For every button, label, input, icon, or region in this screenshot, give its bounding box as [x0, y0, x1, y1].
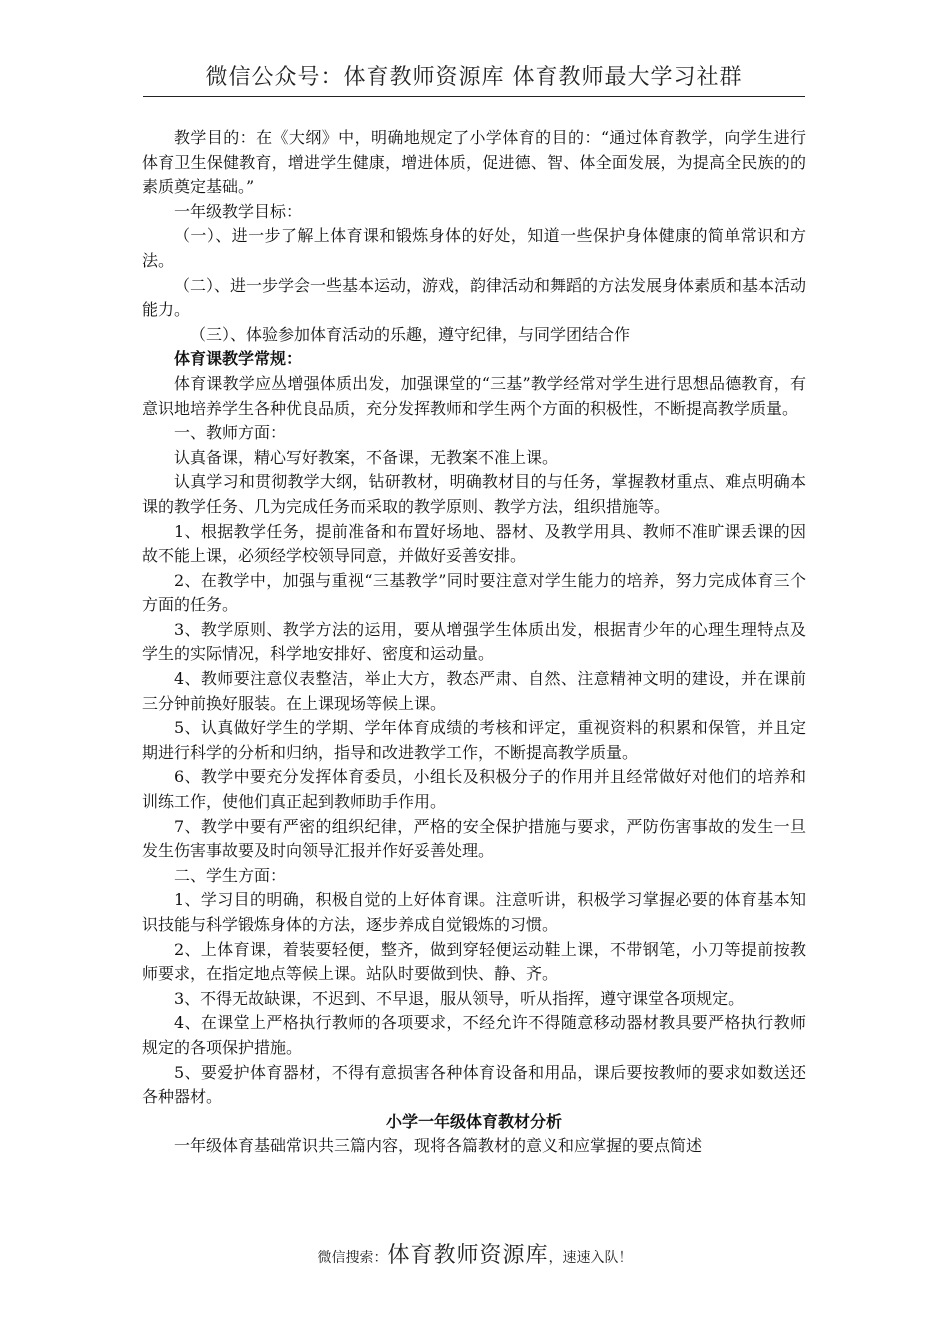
paragraph: 认真学习和贯彻教学大纲，钻研教材，明确教材目的与任务，掌握教材重点、难点明确本课的教学任务、几为完成任务而采取的教学原则、教学方法，组织措施等。 — [142, 472, 806, 516]
paragraph: 4、在课堂上严格执行教师的各项要求，不经允许不得随意移动器材教具要严格执行教师规定的各项保护措施。 — [142, 1013, 806, 1057]
paragraph: 3、教学原则、教学方法的运用，要从增强学生体质出发，根据青少年的心理生理特点及学生的实际情况，科学地安排好、密度和运动量。 — [142, 619, 806, 664]
footer-prefix: 微信搜索： — [317, 1250, 388, 1266]
paragraph: 认真备课，精心写好教案，不备课，无教案不准上课。 — [174, 447, 559, 467]
paragraph: （三）、体验参加体育活动的乐趣，遵守纪律，与同学团结合作 — [190, 324, 631, 344]
paragraph: 2、上体育课，着装要轻便，整齐，做到穿轻便运动鞋上课，不带钢笔，小刀等提前按教师要求，在指定地点等候上课。站队时要做到快、静、齐。 — [142, 939, 806, 984]
header-divider — [143, 96, 805, 97]
paragraph: 一年级教学目标： — [174, 201, 303, 221]
footer-suffix: ，速速入队！ — [548, 1250, 633, 1266]
paragraph: 6、教学中要充分发挥体育委员，小组长及积极分子的作用并且经常做好对他们的培养和训练工作，使他们真正起到教师助手作用。 — [142, 767, 806, 812]
paragraph: 小学一年级体育教材分析 — [385, 1111, 562, 1131]
paragraph: 一年级体育基础常识共三篇内容，现将各篇教材的意义和应掌握的要点简述 — [174, 1136, 703, 1156]
paragraph: 5、认真做好学生的学期、学年体育成绩的考核和评定，重视资料的积累和保管，并且定期进行科学的分析和归纳，指导和改进教学工作，不断提高教学质量。 — [142, 718, 806, 762]
paragraph: 1、学习目的明确，积极自觉的上好体育课。注意听讲，积极学习掌握必要的体育基本知识技能与科学锻炼身体的方法，逐步养成自觉锻炼的习惯。 — [142, 890, 806, 934]
paragraph: （二）、进一步学会一些基本运动，游戏，韵律活动和舞蹈的方法发展身体素质和基本活动能力。 — [142, 275, 807, 320]
paragraph: 1、根据教学任务，提前准备和布置好场地、器材、及教学用具、教师不准旷课丢课的因故不能上课，必须经学校领导同意，并做好妥善安排。 — [142, 521, 806, 566]
paragraph: 体育课教学常规： — [174, 349, 303, 369]
page-header-title: 微信公众号：体育教师资源库 体育教师最大学习社群 — [205, 65, 743, 90]
paragraph: 体育课教学应丛增强体质出发，加强课堂的“三基”教学经常对学生进行思想品德教育，有意识地培养学生各种优良品质，充分发挥教师和学生两个方面的积极性，不断提高教学质量。 — [142, 373, 806, 418]
paragraph: 二、学生方面： — [174, 865, 287, 885]
page-footer — [0, 1238, 950, 1269]
paragraph: 4、教师要注意仪表整洁，举止大方，教态严肃、自然、注意精神文明的建设，并在课前三分钟前换好服装。在上课现场等候上课。 — [142, 669, 806, 713]
paragraph: （一）、进一步了解上体育课和锻炼身体的好处，知道一些保护身体健康的简单常识和方法。 — [142, 226, 806, 270]
footer-brand-name: 体育教师资源库 — [387, 1243, 549, 1268]
document-body — [142, 126, 806, 1159]
paragraph: 2、在教学中，加强与重视“三基教学”同时要注意对学生能力的培养，努力完成体育三个方面的任务。 — [142, 570, 806, 615]
paragraph: 教学目的：在《大纲》中，明确地规定了小学体育的目的：“通过体育教学，向学生进行体育卫生保健教育，增进学生健康，增进体质，促进德、智、体全面发展，为提高全民族的的素质奠定基础。” — [142, 128, 806, 197]
paragraph: 3、不得无故缺课，不迟到、不早退，服从领导，听从指挥，遵守课堂各项规定。 — [174, 988, 745, 1008]
paragraph: 5、要爱护体育器材，不得有意损害各种体育设备和用品，课后要按教师的要求如数送还各种器材。 — [142, 1062, 806, 1107]
paragraph: 7、教学中要有严密的组织纪律，严格的安全保护措施与要求，严防伤害事故的发生一旦发生伤害事故要及时向领导汇报并作好妥善处理。 — [142, 816, 806, 861]
paragraph: 一、教师方面： — [174, 423, 287, 443]
